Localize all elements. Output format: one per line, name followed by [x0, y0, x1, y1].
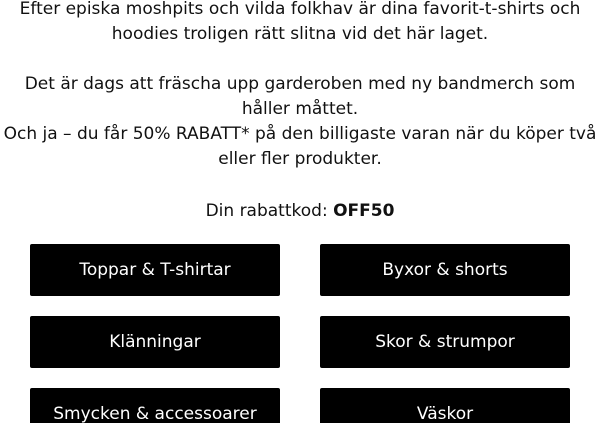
category-button-label: Skor & strumpor — [375, 332, 515, 352]
discount-code-label: Din rabattkod: — [205, 201, 334, 221]
category-button-label: Byxor & shorts — [382, 260, 508, 280]
category-button-bags[interactable] — [320, 388, 570, 423]
discount-code-value: OFF50 — [333, 201, 395, 221]
discount-code-line — [0, 199, 600, 224]
category-button-shoes[interactable] — [320, 316, 570, 368]
category-button-label: Klänningar — [109, 332, 201, 352]
paragraph-spacer — [0, 47, 600, 72]
category-button-pants[interactable] — [320, 244, 570, 296]
intro-text — [0, 0, 600, 172]
category-button-jewelry[interactable] — [30, 388, 280, 423]
category-button-dresses[interactable] — [30, 316, 280, 368]
category-button-label: Toppar & T-shirtar — [79, 260, 231, 280]
intro-paragraph-1: Efter episka moshpits och vilda folkhav är dina favorit-t-shirts och hoodies troligen rätt slitna vid det här laget. — [19, 0, 581, 44]
intro-paragraph-2: Det är dags att fräscha upp garderoben med ny bandmerch som håller måttet. — [24, 74, 576, 119]
category-button-label: Smycken & accessoarer — [53, 404, 257, 423]
intro-paragraph-3: Och ja – du får 50% RABATT* på den billigaste varan när du köper två eller fler produkter. — [3, 124, 597, 169]
category-button-label: Väskor — [416, 404, 474, 423]
category-button-tops[interactable] — [30, 244, 280, 296]
